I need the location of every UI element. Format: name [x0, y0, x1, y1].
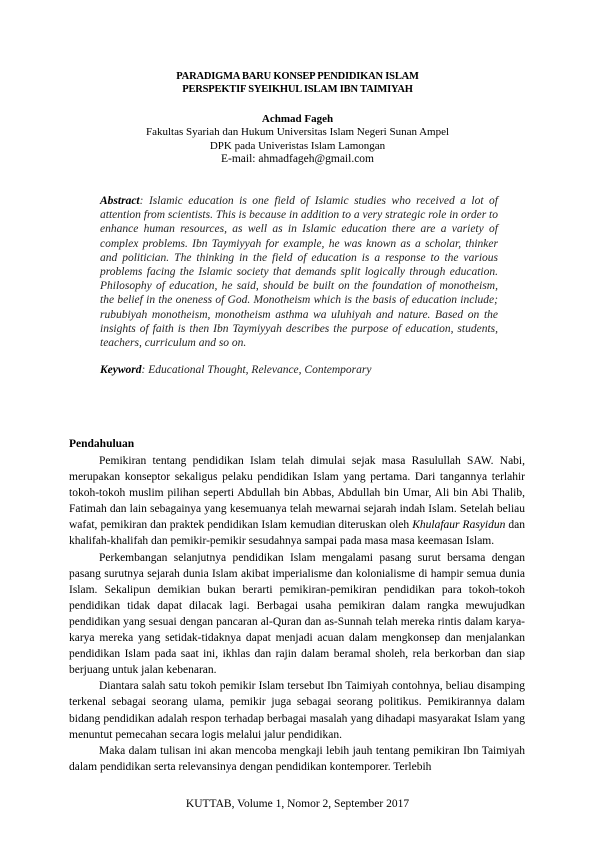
paragraph-1 [69, 453, 525, 550]
author-name: Achmad Fageh [261, 113, 334, 125]
paper-title [60, 70, 535, 96]
paragraph-2: Perkembangan selanjutnya pendidikan Islam mengalami pasang surut bersama dengan pasang surutnya sejarah dunia Islam akibat imperialisme dan kolonialisme di hampir semua dunia Islam. Sekalipun demikian bukan berarti pemikiran-pemikiran pendidikan para tokoh-tokoh pendidikan tidak dapat dilacak lagi. Berbagai usaha pemikiran dalam rangka mewujudkan pendidikan yang sesuai dengan pancaran al-Quran dan as-Sunnah telah mereka rintis dalam karya-karya mereka yang setidak-tidaknya dapat menjadi acuan dalam mengkonsep dan menjalankan pendidikan Islam pada saat ini, ikhlas dan rajin dalam beramal sholeh, rela berkorban dan siap berjuang untuk jalan kebenaran. [69, 551, 525, 677]
keyword-block [100, 363, 498, 377]
keyword-label: Keyword [100, 364, 142, 376]
title-line-1: PARADIGMA BARU KONSEP PENDIDIKAN ISLAM [176, 71, 419, 82]
author-affiliation [60, 126, 535, 167]
paragraph-1-italic: Khulafaur Rasyidun [412, 519, 506, 532]
section-heading: Pendahuluan [69, 438, 135, 450]
body-text [69, 453, 525, 775]
author-email: E-mail: ahmadfageh@gmail.com [220, 153, 374, 165]
abstract-text: : Islamic education is one field of Islamic studies who received a lot of attention from scientists. This is because in addition to a very strategic role in order to enhance human resources, as well as in Islamic education there are a variety of complex problems. Ibn Taymiyyah for example, he was known as a scholar, thinker and politician. The thinking in the field of education is a response to the various problems facing the Islamic society that demands split logically through education. Philosophy of education, he said, should be built on the foundation of monotheism, the belief in the oneness of God. Monotheism which is the basis of education include; rububiyah monotheism, monotheism asthma wa uluhiyah and nature. Based on the insights of faith is then Ibn Taymiyyah describes the purpose of education, students, teachers, curriculum and so on. [100, 195, 498, 350]
paragraph-3: Diantara salah satu tokoh pemikir Islam tersebut Ibn Taimiyah contohnya, beliau disamping terkenal sebagai seorang ulama, pemikir juga sebagai seorang politikus. Pemikirannya dalam bidang pendidikan adalah respon terhadap berbagai masalah yang dihadapi masyarakat Islam yang menuntut pemecahan secara logis melalui jalur pendidikan. [69, 680, 525, 741]
affiliation-line-1: Fakultas Syariah dan Hukum Universitas Islam Negeri Sunan Ampel [145, 126, 450, 138]
keyword-text: : Educational Thought, Relevance, Contemporary [141, 364, 372, 376]
abstract-label: Abstract [100, 195, 140, 207]
affiliation-line-2: DPK pada Univeristas Islam Lamongan [209, 139, 386, 152]
paragraph-4: Maka dalam tulisan ini akan mencoba mengkaji lebih jauh tentang pemikiran Ibn Taimiyah dalam pendidikan serta relevansinya dengan pendidikan kontemporer. Terlebih [69, 744, 525, 773]
title-line-2: PERSPEKTIF SYEIKHUL ISLAM IBN TAIMIYAH [182, 84, 413, 95]
page-footer: KUTTAB, Volume 1, Nomor 2, September 2017 [185, 798, 410, 810]
paragraph-1-part-a: Pemikiran tentang pendidikan Islam telah dimulai sejak masa Rasulullah SAW. Nabi, merupakan konseptor sekaligus pelaku pendidikan Islam yang pertama. Dari tangannya terlahir tokoh-tokoh muslim pilihan seperti Abdullah bin Abbas, Abdullah bin Umar, Ali bin Abi Thalib, Fatimah dan lain sebagainya yang kesemuanya telah mewarnai sejarah indah Islam. Setelah beliau wafat, pemikiran dan praktek pendidikan Islam kemudian diteruskan oleh [69, 455, 525, 532]
abstract-block [100, 194, 498, 350]
paragraph-1-part-b: dan khalifah-khalifah dan pemikir-pemikir sesudahnya sampai pada masa masa keemasan Islam. [69, 519, 526, 548]
